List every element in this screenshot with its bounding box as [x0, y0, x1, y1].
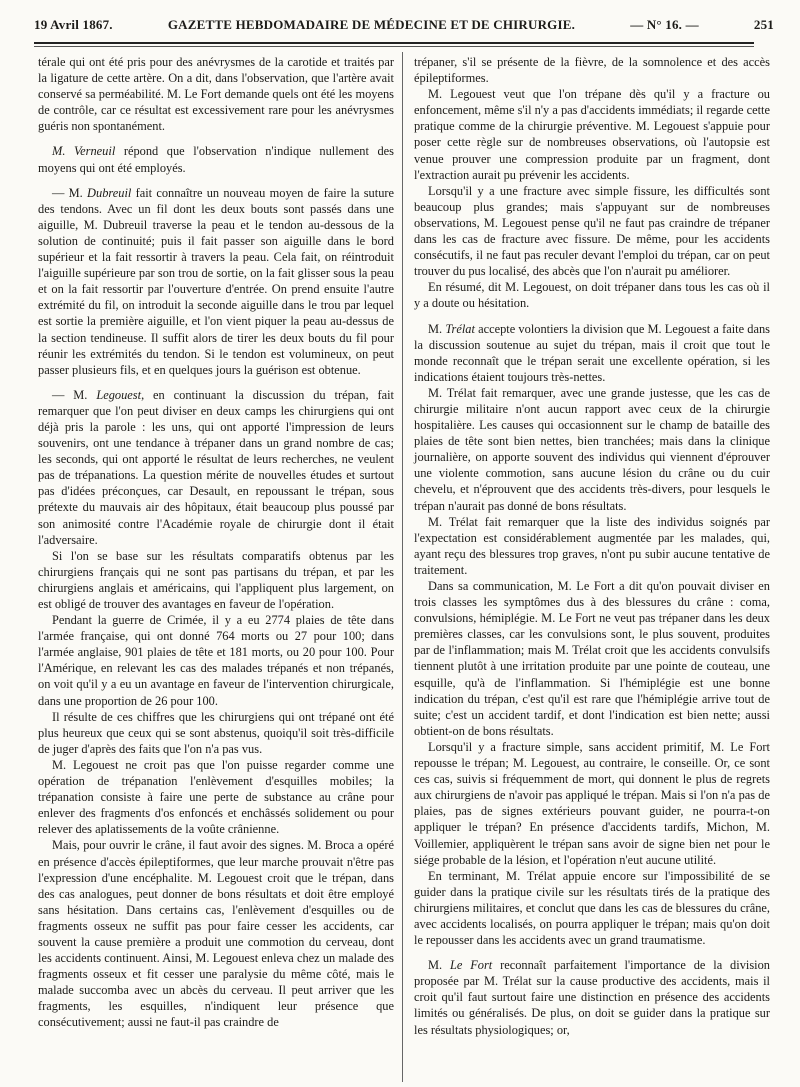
paragraph: térale qui ont été pris pour des anévrysmes de la carotide et traités par la ligature de cette artère. On a dit, dans l'observation, que l'artère avait conservé sa perméabilité. M. Le Fort demande quels ont été les moyens de contrôle, car ce résultat est excessivement rare pour les anévrysmes guéris non spontanément. — [38, 55, 394, 134]
paragraph: — M. Legouest, en continuant la discussion du trépan, fait remarquer que l'on peut diviser en deux camps les chirurgiens qui ont déjà pris la parole : les uns, qui ont apporté l'impression de leurs souvenirs, ont une tendance à trépaner dans un grand nombre de cas; les seconds, qui ont apporté le résultat de leurs recherches, ne veulent pas de trépanations. La question mérite de nouvelles études et surtout pas d'idées préconçues, car Desault, en repoussant le trépan, sous prétexte du mauvais air des hôpitaux, était beaucoup plus poussé par son animosité contre l'Académie royale de chirurgie dont il était l'adversaire. — [38, 387, 394, 547]
header-title: GAZETTE HEBDOMADAIRE DE MÉDECINE ET DE CHIRURGIE. — [167, 17, 576, 32]
paragraph: M. Legouest ne croit pas que l'on puisse regarder comme une opération de trépanation l'enlèvement d'esquilles mobiles; la trépanation consiste à faire une perte de substance au crâne pour enlever des fragments d'os enfoncés et enchâssés solidement ou pour relever des aplatissements de la voûte crânienne. — [38, 757, 394, 837]
header-page-number: 251 — [753, 17, 774, 32]
header-rule-thin — [34, 46, 754, 47]
paragraph: Si l'on se base sur les résultats comparatifs obtenus par les chirurgiens français qui ne sont pas partisans du trépan, et par les chirurgiens anglais et américains, qui l'appliquent plus largement, on est obligé de trouver des avantages en faveur de l'opération. — [38, 548, 394, 611]
column-divider — [402, 52, 403, 1082]
header-date: 19 Avril 1867. — [34, 17, 113, 32]
paragraph: M. Legouest veut que l'on trépane dès qu'il y a fracture ou enfoncement, même s'il n'y a pas d'accidents immédiats; il regarde cette pratique comme de la chirurgie préventive. M. Legouest s'appuie pour poser cette règle sur de nombreuses observations, où l'autopsie est venue prouver une compression produite par un fragment, dont l'extraction aurait pu prévenir les accidents. — [414, 87, 770, 182]
paragraph: M. Trélat fait remarquer que la liste des individus soignés par l'expectation est considérablement augmentée par les malades, qui, ayant reçu des blessures trop graves, n'ont pu subir aucune tentative de traitement. — [414, 514, 770, 577]
header-issue: — N° 16. — — [630, 17, 699, 32]
paragraph: trépaner, s'il se présente de la fièvre, de la somnolence et des accès épileptiformes. — [414, 55, 770, 86]
paragraph: En résumé, dit M. Legouest, on doit trépaner dans tous les cas où il y a doute ou hésitation. — [414, 280, 770, 311]
paragraph: Dans sa communication, M. Le Fort a dit qu'on pouvait diviser en trois classes les symptômes dus à des blessures du crâne : coma, convulsions, hémiplégie. M. Le Fort ne veut pas trépaner dans les deux premières classes, car les convulsions sont, le plus souvent, produites par de l'inflammation; mais M. Trélat croit que les accidents convulsifs tiennent plutôt à une irritation produite par une pointe de couteau, une esquille, qu'à de l'inflammation. Si l'hémiplégie est une bonne indication du trépan, c'est qu'il est rare que l'hémiplégie arrive tout de suite; c'est un accident tardif, et dont l'indication est bien nette; aussi obtient-on de bons résultats. — [414, 579, 770, 738]
paragraph: Mais, pour ouvrir le crâne, il faut avoir des signes. M. Broca a opéré en présence d'accès épileptiformes, que leur marche prouvait n'être pas l'expression d'une encéphalite. M. Legouest croit que le trépan, dans des cas analogues, peut donner de bons résultats et doit être employé sans hésitation. Dans certains cas, l'enlèvement d'esquilles ou de fragments osseux ne suffit pas pour faire cesser les accidents, car souvent la cause première a produit une commotion du cerveau, dont les accidents continuent. Ainsi, M. Legouest enleva chez un malade des fragments osseux et fit cesser une paralysie du même côté, mais le malade succomba avec un abcès du cerveau. Il peut arriver que les fragments, les esquilles, n'indiquent leur présence que consécutivement; aussi ne faut-il pas craindre de — [38, 838, 394, 1030]
speaker-name: Trélat — [445, 321, 475, 336]
paragraph: M. Trélat fait remarquer, avec une grande justesse, que les cas de chirurgie militaire n'ont aucun rapport avec ceux de la chirurgie hospitalière. Les causes qui occasionnent sur le champ de bataille des plaies de tête sont bien nettes, bien tranchées; mais dans la clinique journalière, on apporte souvent des individus qui viennent d'éprouver une violente commotion, sans aucune lésion du crâne ou du cuir chevelu, et n'éprouvent que des accidents très-divers, pour lesquels le trépan n'aurait pas donné de bons résultats. — [414, 385, 770, 513]
speaker-name: Le Fort — [449, 958, 493, 973]
right-column — [414, 54, 770, 1038]
paragraph: Lorsqu'il y a fracture simple, sans accident primitif, M. Le Fort repousse le trépan; M. Legouest, au contraire, le conseille. Or, ce sont ces cas, suivis si fréquemment de mort, qui donnent le plus de regrets aux chirurgiens de n'avoir pas appliqué le trépan. Mais si l'on n'a pas de plaies, pas de signes extérieurs pouvant guider, ne pourra-t-on appliquer le trépan? En présence d'accidents tardifs, Michon, M. Voillemier, appliquèrent le trépan sans avoir de signe bien net pour le siége probable de la lésion, et l'opération n'eut aucune utilité. — [414, 739, 770, 867]
paragraph: En terminant, M. Trélat appuie encore sur l'impossibilité de se guider dans la pratique civile sur les résultats tirés de la pratique des chirurgiens militaires, et conclut que dans les cas de blessures du crâne, avec accidents localisés, on pourra appliquer le trépan; mais qu'on doit le repousser dans les accidents avec un grand traumatisme. — [414, 868, 770, 948]
header-rule — [34, 42, 754, 44]
paragraph: Lorsqu'il y a une fracture avec simple fissure, les difficultés sont beaucoup plus grandes; mais s'appuyant sur de nombreuses observations, M. Legouest pense qu'il ne faut pas craindre de trépaner dans les cas de fracture avec fissure. De même, pour les accidents consécutifs, il ne faut pas reculer devant l'emploi du trépan, car on peut trouver du pus localisé, des abcès que l'on n'aurait pu améliorer. — [414, 183, 770, 279]
running-header — [34, 10, 774, 40]
paragraph: M. Verneuil répond que l'observation n'indique nullement des moyens qui ont été employés. — [38, 144, 394, 175]
paragraph: Pendant la guerre de Crimée, il y a eu 2774 plaies de tête dans l'armée française, qui ont donné 764 morts ou 27 pour 100; dans l'armée anglaise, 901 plaies de tête et 181 morts, ou 20 pour 100. Pour l'Amérique, en relevant les cas des malades trépanés et non trépanés, on voit qu'il y a eu un avantage en faveur de l'intervention chirurgicale, dans une proportion de 26 pour 100. — [38, 613, 394, 708]
paragraph: Il résulte de ces chiffres que les chirurgiens qui ont trépané ont été plus heureux que ceux qui se sont abstenus, quoiqu'il soit très-difficile de juger d'après des faits que l'on n'a pas vus. — [38, 709, 394, 756]
paragraph: M. Trélat accepte volontiers la division que M. Legouest a faite dans la discussion soutenue au sujet du trépan, mais il croit que tout le monde reconnaît que le trépan serait une excellente opération, si les indications étaient toujours très-nettes. — [414, 321, 771, 384]
paragraph: — M. Dubreuil fait connaître un nouveau moyen de faire la suture des tendons. Avec un fil dont les deux bouts sont passés dans une aiguille, M. Dubreuil traverse la peau et le tendon au-dessous de la solution de continuité; puis il fait passer son aiguille dans le bord supérieur et la fait ressortir à travers la peau. Cela fait, on réintroduit l'aiguille supérieure par son trou de sortie, on la fait glisser sous la peau et on la fait ressortir par l'ouverture d'entrée. On prend ensuite l'autre extrémité du fil, on introduit la seconde aiguille dans le trou par lequel est sortie la première aiguille, et l'on vient piquer la peau au-dessus de la section tendineuse. Il suffit alors de tirer les deux bouts du fil pour réunir les extrémités du tendon. Si le tendon est volumineux, on peut passer plusieurs fils, et en quelques jours la guérison est obtenue. — [38, 185, 395, 377]
left-column — [38, 54, 394, 1031]
speaker-name: Dubreuil — [87, 185, 132, 200]
speaker-name: Legouest — [96, 387, 142, 402]
speaker-name: M. Verneuil — [52, 144, 116, 159]
paragraph: M. Le Fort reconnaît parfaitement l'importance de la division proposée par M. Trélat sur la cause productive des accidents, mais il croit qu'il faut surtout faire une distinction en présence des accidents limités ou généralisés. De plus, on doit se guider dans la pratique sur les résultats physiologiques; or, — [414, 958, 770, 1037]
